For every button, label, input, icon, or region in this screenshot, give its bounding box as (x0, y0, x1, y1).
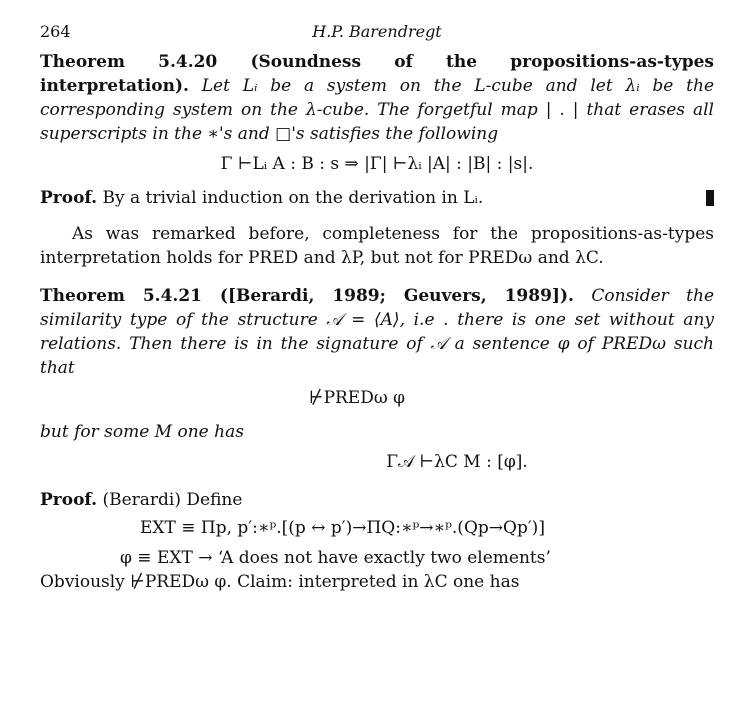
non-derivability-formula: ⊬PREDω φ (308, 388, 406, 408)
theorem-heading: Theorem 5.4.20 (Soundness of the propositions-as-types interpretation). (40, 52, 714, 96)
proof-block (40, 186, 714, 210)
phi-definition: φ ≡ EXT → ‘A does not have exactly two elements’ (120, 548, 551, 568)
theorem-5-4-21 (40, 284, 714, 380)
theorem-heading-2: Theorem 5.4.21 ([Berardi, 1989; Geuvers, 1989]). (40, 286, 574, 306)
proof-text: By a trivial induction on the derivation in Lᵢ. (102, 188, 484, 208)
theorem-statement: Let Lᵢ be a system on the L-cube and let λᵢ be the corresponding system on the λ-cube. The forgetful map | . | that erases all superscripts in the ∗'s and □'s satisfies the following (40, 76, 715, 144)
proof-label: Proof. (40, 188, 98, 208)
ext-definition: EXT ≡ Πp, p′:∗ᵖ.[(p ↔ p′)→ΠQ:∗ᵖ→∗ᵖ.(Qp→Qp′)] (140, 518, 545, 538)
remark-paragraph: As was remarked before, completeness for the propositions-as-types interpretation holds for PRED and λP, but not for PREDω and λC. (40, 224, 714, 268)
paper-page (40, 20, 714, 594)
page-number: 264 (40, 22, 71, 41)
qed-marker (706, 190, 714, 206)
theorem-middle-text: but for some M one has (40, 422, 244, 442)
proof-block-2 (40, 488, 714, 512)
soundness-formula: Γ ⊢Lᵢ A : B : s ⇒ |Γ| ⊢λᵢ |A| : |B| : |s|. (220, 154, 534, 174)
page-header (40, 20, 714, 46)
closing-line: Obviously ⊬PREDω φ. Claim: interpreted in λC one has (40, 572, 520, 592)
derivability-formula: Γ𝒜 ⊢λC M : [φ]. (386, 452, 528, 472)
proof-label-2: Proof. (40, 490, 98, 510)
theorem-5-4-20 (40, 50, 714, 146)
running-title: H.P. Barendregt (312, 22, 442, 41)
theorem-statement-2: Consider the similarity type of the structure 𝒜 = ⟨A⟩, i.e . there is one set without any relations. Then there is in the signature of 𝒜 a sentence φ of PREDω such that (40, 286, 715, 378)
proof-text-2: (Berardi) Define (102, 490, 243, 510)
